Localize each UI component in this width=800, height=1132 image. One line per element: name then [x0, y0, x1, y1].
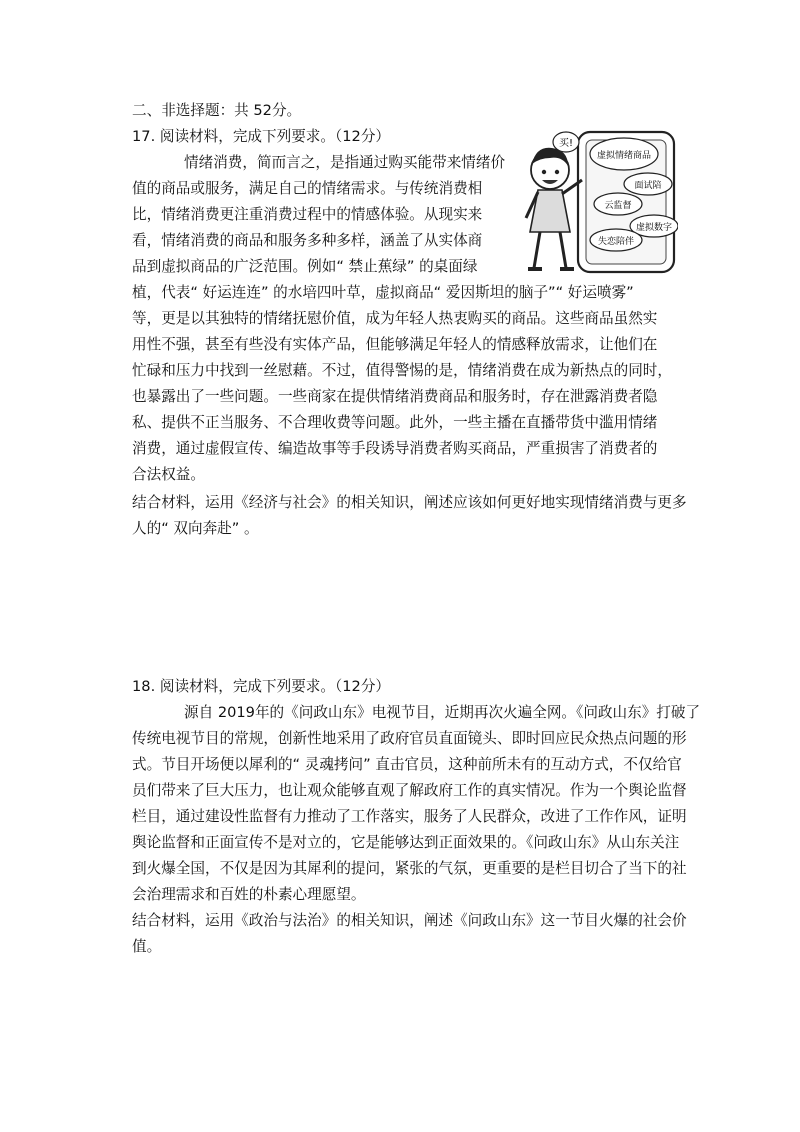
q18-line: 到火爆全国，不仅是因为其犀利的提问，紧张的气氛，更重要的是栏目切合了当下的社 — [132, 860, 687, 877]
bubble-text: 买! — [558, 138, 574, 149]
q17-line: 值的商品或服务，满足自己的情绪需求。与传统消费相 — [132, 180, 483, 197]
bubble-text: 虚拟情绪商品 — [596, 151, 652, 161]
q17-line: 比，情绪消费更注重消费过程中的情感体验。从现实来 — [132, 206, 483, 223]
q17-title: 17. 阅读材料，完成下列要求。（12分） — [132, 128, 391, 145]
bubble-text: 虚拟数字 — [635, 223, 673, 233]
q17-line: 忙碌和压力中找到一丝慰藉。不过，值得警惕的是，情绪消费在成为新热点的同时， — [132, 362, 672, 379]
bubble-text: 云监督 — [604, 201, 632, 211]
q17-line: 品到虚拟商品的广泛范围。例如“ 禁止蕉绿” 的桌面绿 — [132, 258, 478, 275]
q18-task: 值。 — [132, 938, 162, 955]
bubble-text: 面试陪 — [634, 181, 662, 191]
q18-task: 结合材料，运用《政治与法治》的相关知识，阐述《问政山东》这一节目火爆的社会价 — [132, 912, 687, 929]
q17-line: 消费，通过虚假宣传、编造故事等手段诱导消费者购买商品，严重损害了消费者的 — [132, 440, 658, 457]
q17-task: 结合材料，运用《经济与社会》的相关知识，阐述应该如何更好地实现情绪消费与更多 — [132, 494, 687, 511]
q18-line: 传统电视节目的常规，创新性地采用了政府官员直面镜头、即时回应民众热点问题的形 — [132, 730, 687, 747]
q17-line: 看，情绪消费的商品和服务多种多样，涵盖了从实体商 — [132, 232, 483, 249]
q17-line: 私、提供不正当服务、不合理收费等问题。此外，一些主播在直播带货中滥用情绪 — [132, 414, 658, 431]
q18-line: 式。节目开场便以犀利的“ 灵魂拷问” 直击官员，这种前所未有的互动方式，不仅给官 — [132, 756, 682, 773]
section-heading: 二、非选择题：共 52分。 — [132, 102, 302, 119]
bubble-text: 失恋陪伴 — [597, 237, 635, 247]
q17-line: 用性不强，甚至有些没有实体产品，但能够满足年轻人的情感释放需求，让他们在 — [132, 336, 658, 353]
q18-line: 舆论监督和正面宣传不是对立的，它是能够达到正面效果的。《问政山东》从山东关注 — [132, 834, 680, 851]
q17-line: 植，代表“ 好运连连” 的水培四叶草，虚拟商品“ 爱因斯坦的脑子”“ 好运喷雾” — [132, 284, 634, 301]
q17-line: 也暴露出了一些问题。一些商家在提供情绪消费商品和服务时，存在泄露消费者隐 — [132, 388, 658, 405]
q18-line: 员们带来了巨大压力，也让观众能够直观了解政府工作的真实情况。作为一个舆论监督 — [132, 782, 687, 799]
cartoon-illustration — [516, 128, 678, 276]
q17-line: 合法权益。 — [132, 466, 205, 483]
q18-line: 会治理需求和百姓的朴素心理愿望。 — [132, 886, 366, 903]
q17-line: 情绪消费，简而言之，是指通过购买能带来情绪价 — [184, 154, 506, 171]
q17-task: 人的“ 双向奔赴” 。 — [132, 520, 259, 537]
q17-line: 等，更是以其独特的情绪抚慰价值，成为年轻人热衷购买的商品。这些商品虽然实 — [132, 310, 658, 327]
q18-line: 栏目，通过建设性监督有力推动了工作落实，服务了人民群众，改进了工作作风，证明 — [132, 808, 687, 825]
q18-line: 源自 2019年的《问政山东》电视节目，近期再次火遍全网。《问政山东》打破了 — [184, 704, 701, 721]
q18-title: 18. 阅读材料，完成下列要求。（12分） — [132, 678, 391, 695]
cartoon-person — [526, 148, 582, 269]
